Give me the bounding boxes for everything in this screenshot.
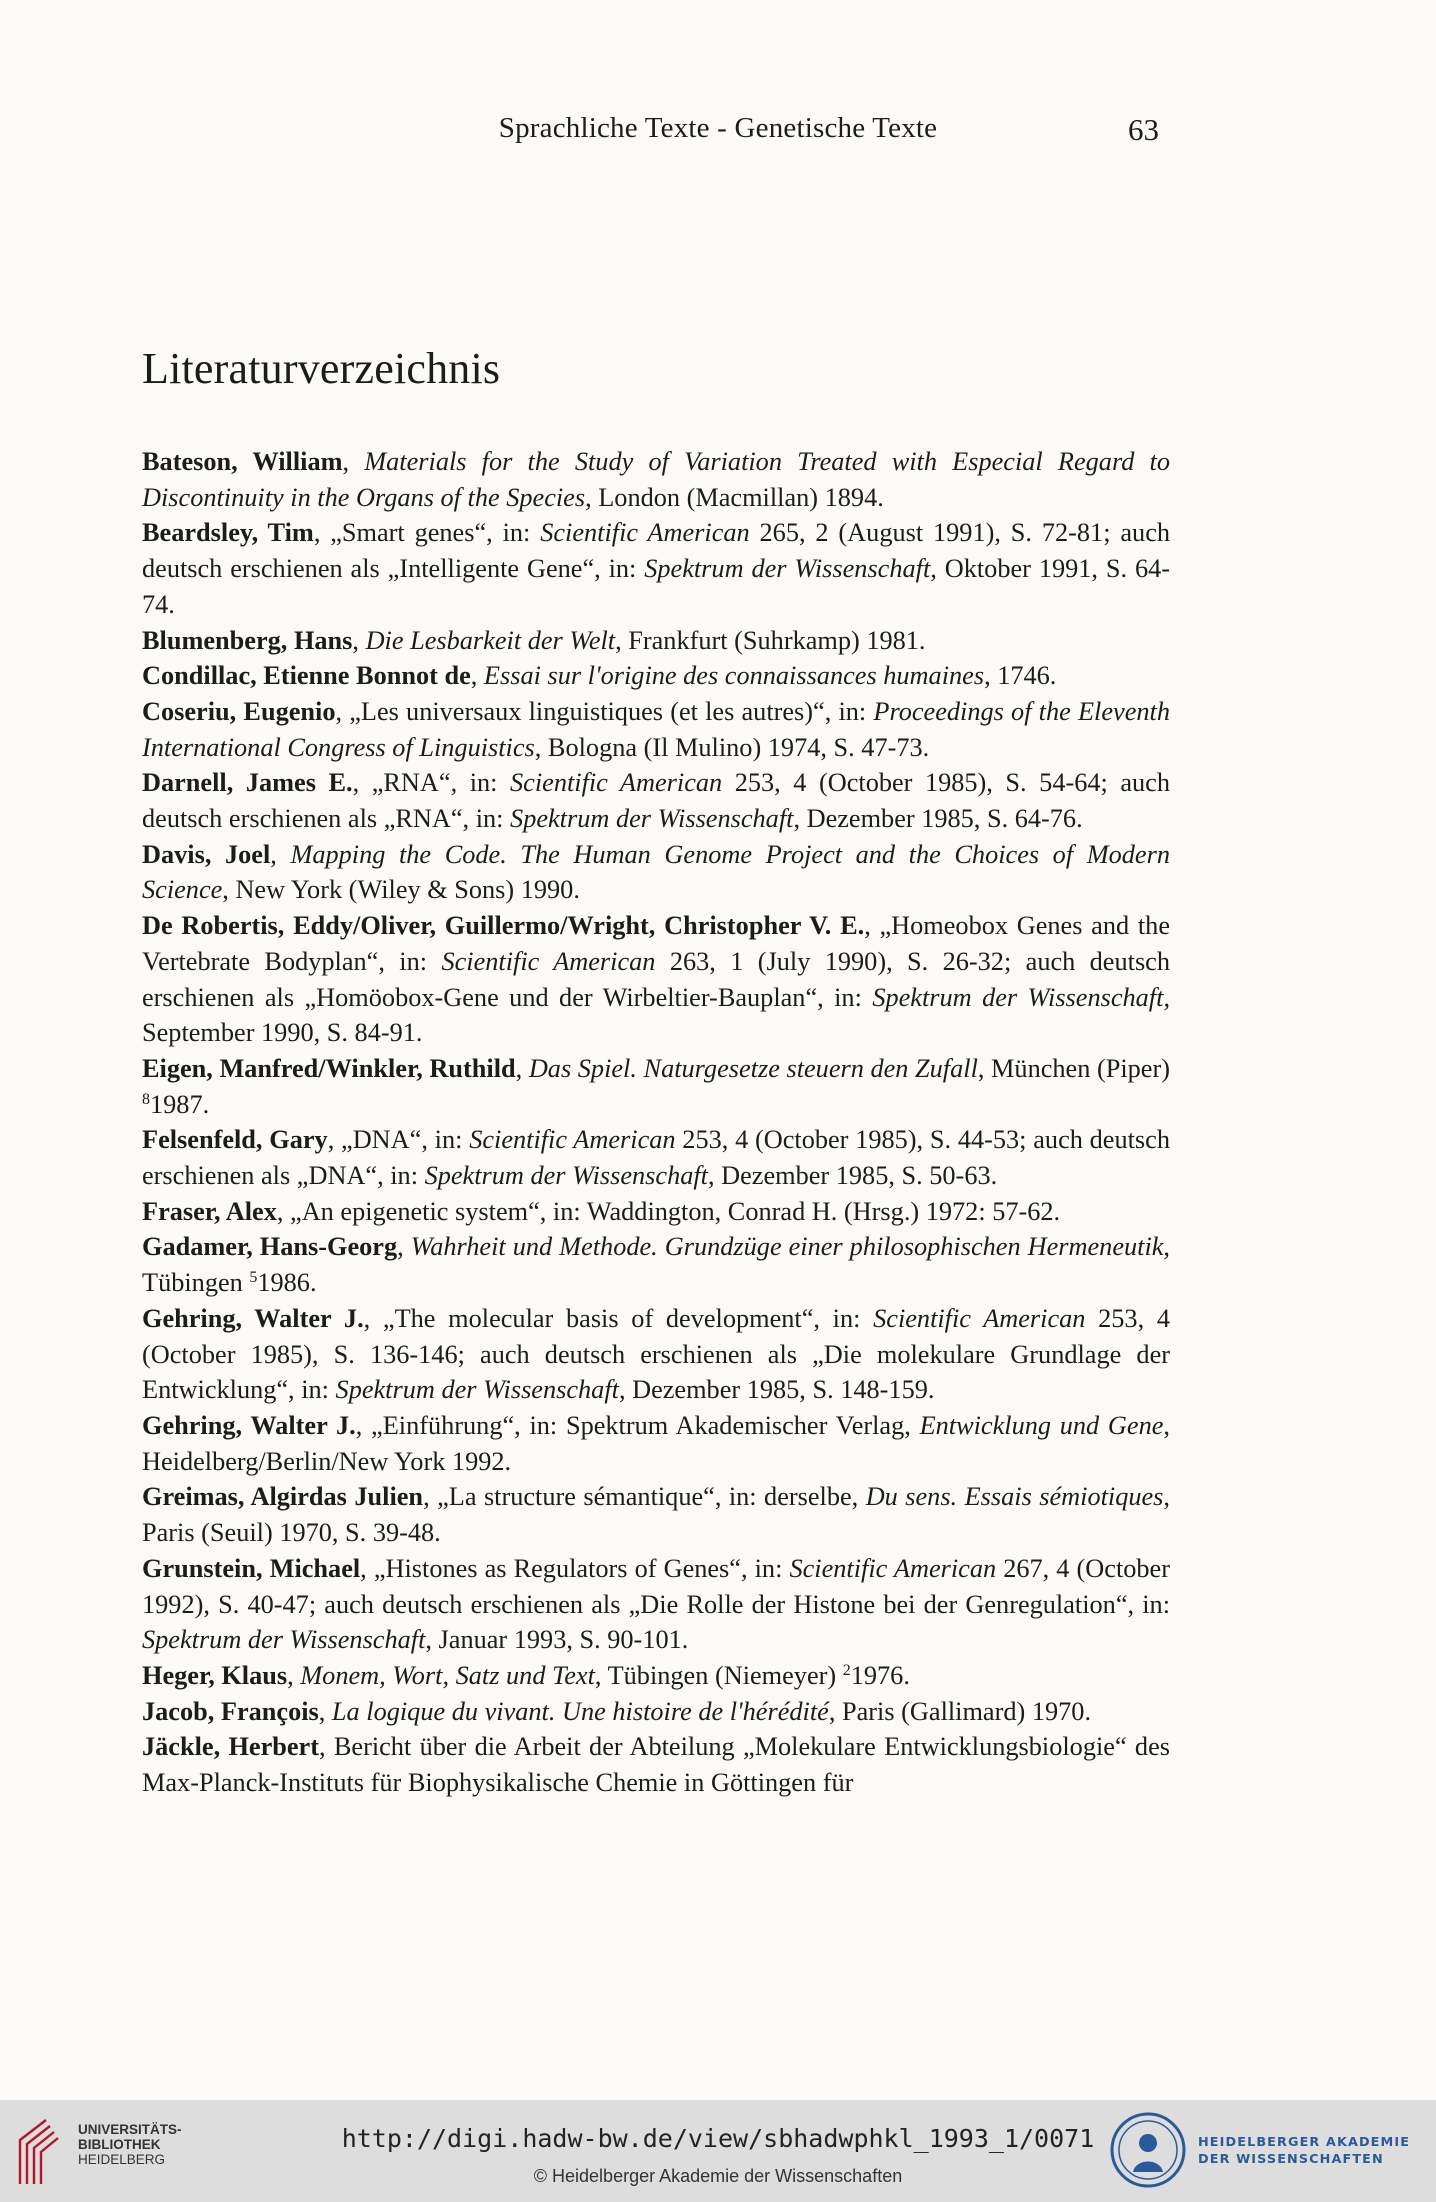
entry-text: , [287,1660,301,1690]
academy-seal-icon [1108,2110,1188,2190]
entry-title: Scientific American [873,1303,1086,1333]
entry-text: , Tübingen (Niemeyer) [594,1660,843,1690]
entry-author: Gehring, Walter J. [142,1410,356,1440]
entry-text: , [397,1232,411,1262]
bibliography-entry [142,515,1170,622]
entry-text: , [342,447,365,476]
library-name-line: UNIVERSITÄTS- [78,2122,182,2137]
entry-text: 253, 4 (October 1985), S. 44-53; auch deutsch erschienen als „DNA“, in: [142,1125,1170,1191]
bibliography-entry [142,1479,1170,1550]
entry-title: Spektrum der Wissenschaft [644,554,931,584]
bibliography-entry [142,694,1170,765]
edition-superscript: 2 [842,1661,851,1679]
bibliography-entry [142,444,1170,515]
entry-title: Das Spiel. Naturgesetze steuern den Zufall [528,1053,978,1083]
academy-name-line: HEIDELBERGER AKADEMIE [1198,2135,1411,2150]
bibliography-entry [142,1658,1170,1694]
entry-text: 267, 4 (October 1992), S. 40-47; auch deutsch erschienen als „Die Rolle der Histone bei der Genregulation“, in: [142,1553,1170,1619]
entry-text: 1987. [150,1089,210,1119]
entry-text: , Paris (Gallimard) 1970. [828,1696,1092,1726]
entry-title: Scientific American [789,1553,997,1583]
entry-author: Felsenfeld, Gary [142,1125,328,1155]
section-heading: Literaturverzeichnis [142,344,501,393]
entry-text: , „Smart genes“, in: [313,518,541,548]
entry-author: Beardsley, Tim [142,518,314,548]
edition-superscript: 8 [142,1090,150,1108]
entry-title: Scientific American [441,946,656,976]
entry-title: La logique du vivant. Une histoire de l'hérédité [331,1696,829,1726]
bibliography-list [142,444,1170,1801]
entry-title: Mapping the Code. The Human Genome Project and the Choices of Modern Science [142,839,1170,905]
bibliography-entry [142,908,1170,1051]
entry-text: , „RNA“, in: [352,768,511,798]
entry-author: Greimas, Algirdas Julien [142,1482,424,1512]
entry-author: Eigen, Manfred/Winkler, Ruthild [142,1053,516,1083]
entry-text: , „The molecular basis of development“, in: [363,1303,874,1333]
entry-author: Darnell, James E. [142,768,353,798]
entry-text: , Dezember 1985, S. 64-76. [793,804,1083,834]
entry-text: , München (Piper) [977,1053,1170,1083]
entry-text: , 1746. [984,661,1057,691]
entry-title: Spektrum der Wissenschaft [424,1161,708,1191]
entry-text: , „Einführung“, in: Spektrum Akademischer Verlag, [355,1410,920,1440]
entry-title: Materials for the Study of Variation Treated with Especial Regard to Discontinuity in the Organs of the Species [142,447,1170,512]
library-name-line: BIBLIOTHEK [78,2137,161,2152]
bibliography-entry [142,1229,1170,1300]
entry-title: Essai sur l'origine des connaissances humaines [483,661,985,691]
bibliography-entry [142,1194,1170,1230]
entry-text: , [470,661,484,691]
entry-author: Gehring, Walter J. [142,1303,364,1333]
entry-text: , „An epigenetic system“, in: Waddington, Conrad H. (Hrsg.) 1972: 57-62. [276,1196,1061,1226]
library-name-line: HEIDELBERG [78,2152,166,2167]
entry-text: , Tübingen [142,1232,1170,1298]
entry-title: Du sens. Essais sémiotiques [865,1482,1164,1512]
entry-text: 263, 1 (July 1990), S. 26-32; auch deutsch erschienen als „Homöobox-Gene und der Wirbeltier-Bauplan“, in: [142,946,1170,1012]
entry-author: Davis, Joel [142,839,271,869]
bibliography-entry [142,1051,1170,1122]
entry-text: , September 1990, S. 84-91. [142,982,1171,1048]
bibliography-entry [142,623,1170,659]
entry-title: Wahrheit und Methode. Grundzüge einer philosophischen Hermeneutik [410,1232,1164,1262]
entry-text: , Dezember 1985, S. 50-63. [707,1161,998,1191]
entry-title: Scientific American [540,518,750,548]
entry-text: 1986. [257,1268,317,1298]
running-header [0,112,1436,152]
entry-text: , [352,625,366,655]
entry-author: Coseriu, Eugenio [142,696,336,726]
entry-text: , Bericht über die Arbeit der Abteilung „Molekulare Entwicklungsbiologie“ des Max-Planck-Instituts für Biophysikalische Chemie in Göttingen für [142,1732,1170,1798]
bibliography-entry [142,1729,1170,1800]
entry-author: Heger, Klaus [142,1660,288,1690]
entry-text: , London (Macmillan) 1894. [585,482,884,512]
bibliography-entry [142,1694,1170,1730]
entry-author: Grunstein, Michael [142,1553,361,1583]
entry-text: , „Homeobox Genes and the Vertebrate Bodyplan“, in: [142,911,1170,976]
entry-title: Scientific American [469,1125,676,1155]
entry-title: Spektrum der Wissenschaft [335,1375,619,1405]
entry-text: , Oktober 1991, S. 64-74. [142,554,1170,619]
entry-text: , Frankfurt (Suhrkamp) 1981. [615,625,926,655]
entry-text: , „DNA“, in: [327,1125,470,1155]
entry-text: , „La structure sémantique“, in: derselbe, [423,1482,866,1512]
entry-author: Blumenberg, Hans [142,625,353,655]
bibliography-entry [142,1122,1170,1193]
entry-text: , Paris (Seuil) 1970, S. 39-48. [142,1482,1170,1548]
entry-title: Scientific American [510,768,723,798]
entry-text: , „Les universaux linguistiques (et les autres)“, in: [335,696,874,726]
entry-author: De Robertis, Eddy/Oliver, Guillermo/Wright, Christopher V. E. [142,911,865,941]
entry-text: , Dezember 1985, S. 148-159. [618,1375,935,1405]
bibliography-entry [142,765,1170,836]
footer-bar [0,2100,1436,2202]
entry-text: , Januar 1993, S. 90-101. [425,1625,689,1655]
entry-text: 253, 4 (October 1985), S. 54-64; auch deutsch erschienen als „RNA“, in: [142,768,1171,834]
entry-author: Fraser, Alex [142,1196,277,1226]
bibliography-entry [142,837,1170,908]
academy-name [1198,2134,1410,2168]
entry-title: Spektrum der Wissenschaft [872,982,1164,1012]
entry-text: , „Histones as Regulators of Genes“, in: [360,1553,790,1583]
entry-author: Condillac, Etienne Bonnot de [142,661,471,691]
entry-text: 1976. [850,1660,910,1690]
entry-text: , Bologna (Il Mulino) 1974, S. 47-73. [534,732,930,762]
entry-author: Bateson, William [142,447,343,476]
entry-title: Die Lesbarkeit der Welt [365,625,616,655]
entry-text: 265, 2 (August 1991), S. 72-81; auch deutsch erschienen als „Intelligente Gene“, in: [142,518,1171,584]
entry-title: Entwicklung und Gene [919,1410,1164,1440]
bibliography-entry [142,658,1170,694]
entry-text: , New York (Wiley & Sons) 1990. [222,875,580,905]
academy-name-line: DER WISSENSCHAFTEN [1198,2152,1384,2167]
entry-title: Proceedings of the Eleventh International Congress of Linguistics [142,696,1170,762]
entry-author: Jäckle, Herbert [142,1732,319,1762]
entry-text: , Heidelberg/Berlin/New York 1992. [142,1410,1170,1476]
page-number: 63 [1128,112,1159,147]
source-url-link[interactable]: http://digi.hadw-bw.de/view/sbhadwphkl_1993_1/0071 [341,2124,1095,2153]
entry-title: Spektrum der Wissenschaft [142,1625,426,1655]
bibliography-entry [142,1551,1170,1658]
entry-author: Jacob, François [142,1696,319,1726]
entry-author: Gadamer, Hans-Georg [142,1232,398,1262]
bibliography-entry [142,1301,1170,1408]
entry-text: , [318,1696,332,1726]
edition-superscript: 5 [249,1269,258,1287]
entry-text: 253, 4 (October 1985), S. 136-146; auch deutsch erschienen als „Die molekulare Grundlage der Entwicklung“, in: [142,1303,1170,1405]
running-title: Sprachliche Texte - Genetische Texte [498,112,938,144]
entry-text: , [515,1053,529,1083]
copyright-notice: © Heidelberger Akademie der Wissenschaften [533,2166,903,2186]
entry-text: , [270,839,291,869]
entry-title: Spektrum der Wissenschaft [510,804,794,834]
entry-title: Monem, Wort, Satz und Text [300,1660,595,1690]
bibliography-entry [142,1408,1170,1479]
